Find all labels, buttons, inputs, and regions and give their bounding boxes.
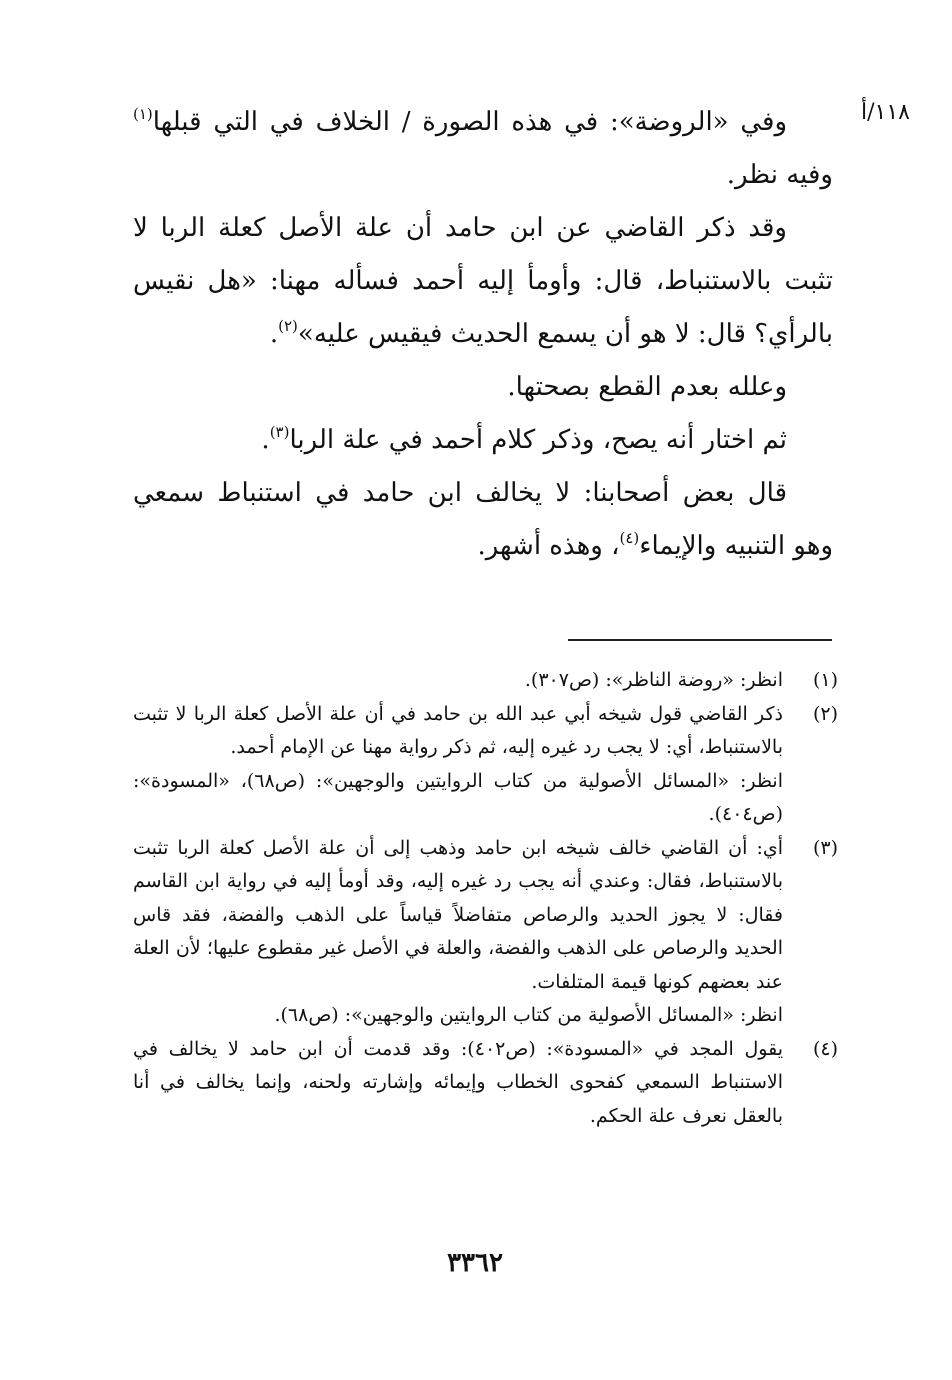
footnote-1 [133,664,838,698]
paragraph-4-text: ثم اختار أنه يصح، وذكر كلام أحمد في علة الربا [289,425,787,455]
paragraph-2-end: . [269,319,279,349]
footnote-2-number: (٢) [812,702,838,725]
footnote-4 [133,1033,838,1134]
footnote-3-number: (٣) [812,836,838,859]
paragraph-1-text-a: وفي «الروضة»: في هذه الصورة / الخلاف في التي قبلها [152,107,787,137]
paragraph-2-text: وقد ذكر القاضي عن ابن حامد أن علة الأصل كعلة الربا لا تثبت بالاستنباط، قال: وأومأ إليه أحمد فسأله مهنا: «هل نقيس بالرأي؟ قال: لا هو أن يسمع الحديث فيقيس عليه» [133,213,833,349]
footnote-ref-4[interactable]: (٤) [619,529,640,547]
footnote-separator [568,639,832,641]
footnote-ref-1[interactable]: (١) [133,105,153,123]
folio-reference: ١١٨/أ [861,100,910,125]
footnote-2-reference: انظر: «المسائل الأصولية من كتاب الروايتين والوجهين»: (ص٦٨)، «المسودة»: (ص٤٠٤). [133,769,784,825]
footnote-1-text: انظر: «روضة الناظر»: (ص٣٠٧). [524,669,783,691]
page-number: ٣٣٦٢ [447,1248,503,1278]
paragraph-3: وعلله بعدم القطع بصحتها. [507,372,787,402]
paragraph-1 [133,96,833,202]
footnote-3-body [133,832,783,1033]
paragraph-4 [133,414,833,467]
footnote-4-text: يقول المجد في «المسودة»: (ص٤٠٢): وقد قدمت أن ابن حامد لا يخالف في الاستنباط السمعي كفحوى الخطاب وإيمائه وإشارته ولحنه، وإنما يخالف في أنا بالعقل نعرف علة الحكم. [133,1037,783,1127]
footnote-3-text: أي: أن القاضي خالف شيخه ابن حامد وذهب إلى أن علة الأصل كعلة الربا تثبت بالاستنباط، فقال: وعندي أنه يجب رد غيره إليه، وقد أومأ إليه في رواية ابن القاسم فقال: لا يجوز الحديد والرصاص متفاضلاً قياساً على الذهب والفضة، فقد قاس الحديد والرصاص على الذهب والفضة، والعلة في الأصل غير مقطوع عليها؛ لأن العلة عند بعضهم كونها قيمة المتلفات. [133,836,783,993]
footnote-3 [133,832,838,1033]
paragraph-5 [133,467,833,573]
footnote-1-body [133,664,783,698]
paragraph-5-text-b: ، وهذه أشهر. [477,531,620,561]
footnotes [133,664,838,1133]
footnote-3-reference: انظر: «المسائل الأصولية من كتاب الروايتين والوجهين»: (ص٦٨). [274,1004,783,1026]
footnote-4-number: (٤) [812,1037,838,1060]
footnote-1-number: (١) [812,669,838,691]
footnote-2 [133,698,838,832]
footnote-4-body [133,1033,783,1134]
footnote-ref-3[interactable]: (٣) [269,423,290,441]
paragraph-4-end: . [261,425,270,455]
paragraph-2 [133,202,833,361]
main-text [133,96,833,573]
footnote-ref-2[interactable]: (٢) [278,317,298,335]
footnote-2-body [133,698,783,832]
paragraph-1-text-b: وفيه نظر. [726,160,833,190]
footnote-2-text: ذكر القاضي قول شيخه أبي عبد الله بن حامد في أن علة الأصل كعلة الربا لا تثبت بالاستنباط، أي: لا يجب رد غيره إليه، ثم ذكر رواية مهنا عن الإمام أحمد. [133,702,783,758]
paragraph-5-text-a: قال بعض أصحابنا: لا يخالف ابن حامد في استنباط سمعي وهو التنبيه والإيماء [133,478,833,561]
